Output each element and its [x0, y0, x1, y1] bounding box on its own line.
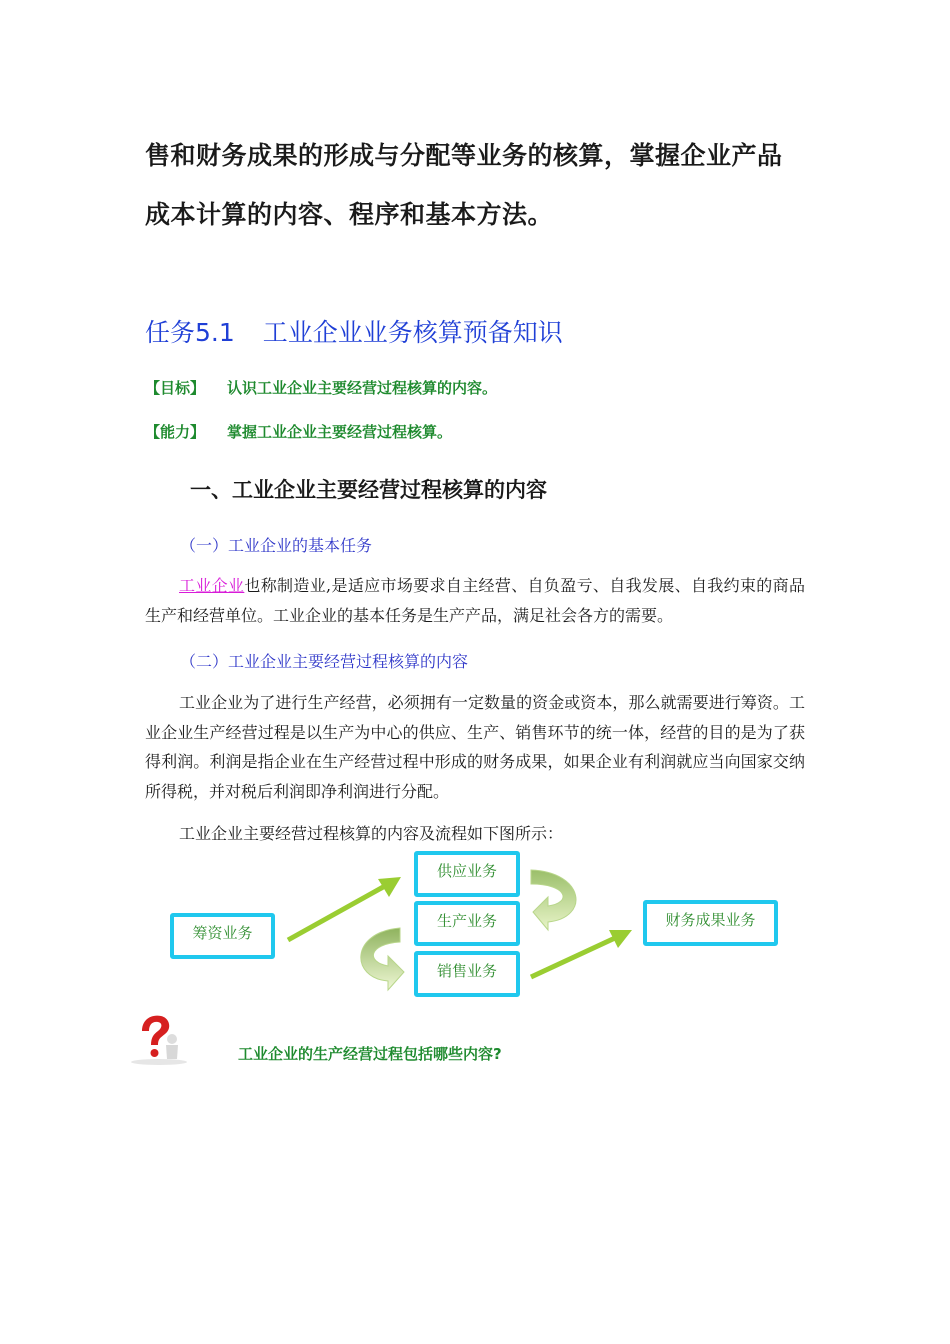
- arrow-financing-to-supply: [288, 877, 401, 940]
- box-financial-results: 财务成果业务: [643, 900, 778, 946]
- goal-text: 认识工业企业主要经营过程核算的内容。: [227, 379, 498, 397]
- task-prefix: 任务: [145, 318, 196, 347]
- box-production: 生产业务: [414, 901, 520, 946]
- question-mark-person-icon: [128, 1011, 190, 1065]
- paragraph-3: 工业企业主要经营过程核算的内容及流程如下图所示：: [179, 824, 564, 843]
- subheading-2: （二）工业企业主要经营过程核算的内容: [180, 652, 469, 671]
- highlight-term[interactable]: 工业企业: [179, 576, 245, 595]
- section-heading: 一、工业企业主要经营过程核算的内容: [190, 478, 547, 502]
- intro-line-2: 成本计算的内容、程序和基本方法。: [145, 200, 554, 229]
- intro-line-1: 售和财务成果的形成与分配等业务的核算，掌握企业产品: [145, 141, 783, 170]
- paragraph-1-text: 也称制造业,是适应市场要求自主经营、自负盈亏、自我发展、自我约束的商品生产和经营单位。工业企业的基本任务是生产产品，满足社会各方的需要。: [145, 576, 805, 625]
- curved-arrow-production-to-sales: [361, 928, 404, 990]
- box-sales: 销售业务: [414, 951, 520, 997]
- task-number: 5.1: [195, 318, 235, 347]
- box-supply: 供应业务: [414, 851, 520, 897]
- paragraph-2: 工业企业为了进行生产经营，必须拥有一定数量的资金或资本，那么就需要进行筹资。工业企业生产经营过程是以生产为中心的供应、生产、销售环节的统一体，经营的目的是为了获得利润。利润是指企业在生产经营过程中形成的财务成果，如果企业有利润就应当向国家交纳所得税，并对税后利润即净利润进行分配。: [145, 693, 805, 801]
- curved-arrow-supply-to-production: [531, 870, 576, 930]
- goal-tag: 【目标】: [145, 379, 206, 397]
- question-text: 工业企业的生产经营过程包括哪些内容?: [238, 1045, 502, 1063]
- box-financing: 筹资业务: [170, 913, 275, 959]
- arrow-sales-to-results: [531, 930, 632, 977]
- subheading-1: （一）工业企业的基本任务: [180, 536, 373, 555]
- ability-tag: 【能力】: [145, 423, 206, 441]
- ability-text: 掌握工业企业主要经营过程核算。: [227, 423, 453, 441]
- task-title-text: 工业企业业务核算预备知识: [262, 318, 563, 347]
